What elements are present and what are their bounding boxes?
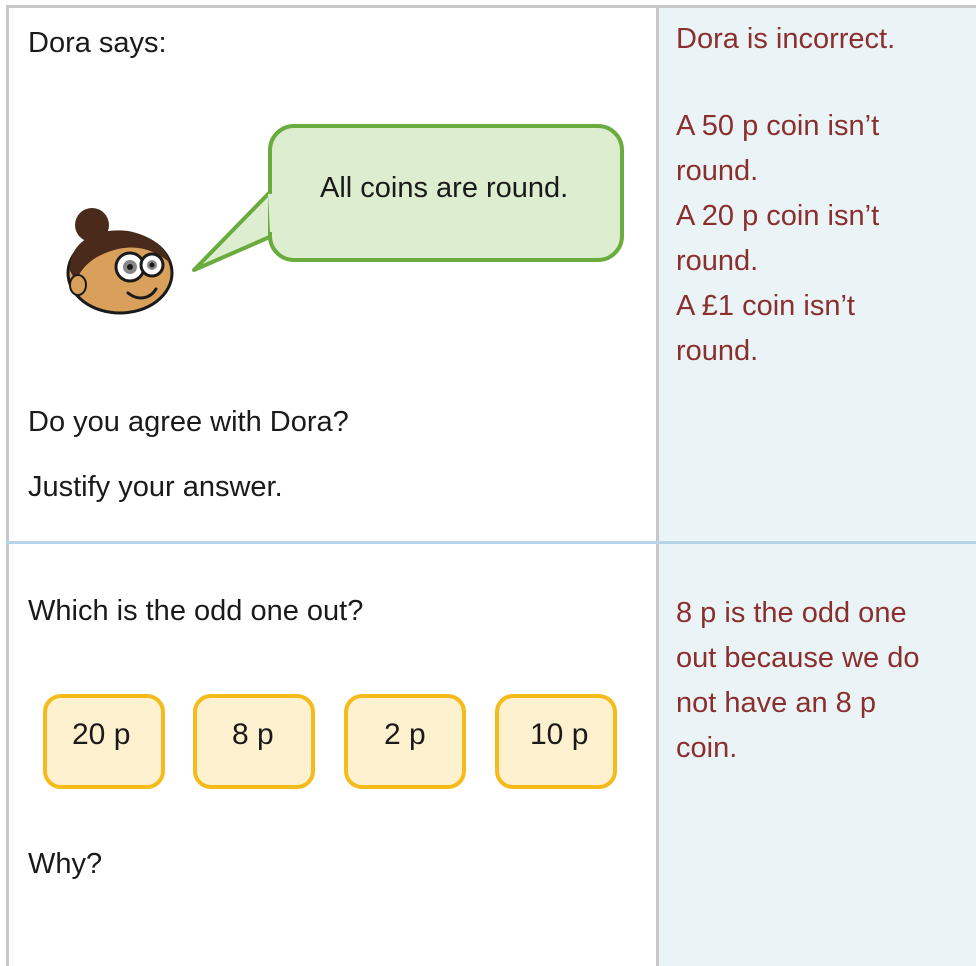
q2-prompt: Which is the odd one out? (28, 595, 364, 627)
card-label: 8 p (232, 718, 274, 751)
a1-verdict: Dora is incorrect. (676, 23, 896, 55)
q1-instruction: Justify your answer. (28, 471, 283, 503)
card-label: 20 p (72, 718, 131, 751)
card-label: 10 p (530, 718, 589, 751)
a2-line: coin. (676, 732, 738, 764)
column-divider (656, 5, 659, 966)
a1-line: round. (676, 155, 759, 187)
left-border (6, 5, 9, 966)
a1-line: A 20 p coin isn’t (676, 200, 880, 232)
a1-line: round. (676, 245, 759, 277)
row-divider (6, 541, 976, 544)
q1-prompt: Do you agree with Dora? (28, 406, 349, 438)
a1-line: round. (676, 335, 759, 367)
a1-line: A 50 p coin isn’t (676, 110, 880, 142)
q2-followup: Why? (28, 848, 103, 880)
card-label: 2 p (384, 718, 426, 751)
q1-intro: Dora says: (28, 27, 167, 59)
a2-line: not have an 8 p (676, 687, 876, 719)
speech-bubble-text: All coins are round. (320, 172, 569, 204)
a2-line: 8 p is the odd one (676, 597, 907, 629)
a1-line: A £1 coin isn’t (676, 290, 855, 322)
top-border (6, 5, 976, 8)
dora-avatar-icon (58, 205, 178, 315)
a2-line: out because we do (676, 642, 920, 674)
